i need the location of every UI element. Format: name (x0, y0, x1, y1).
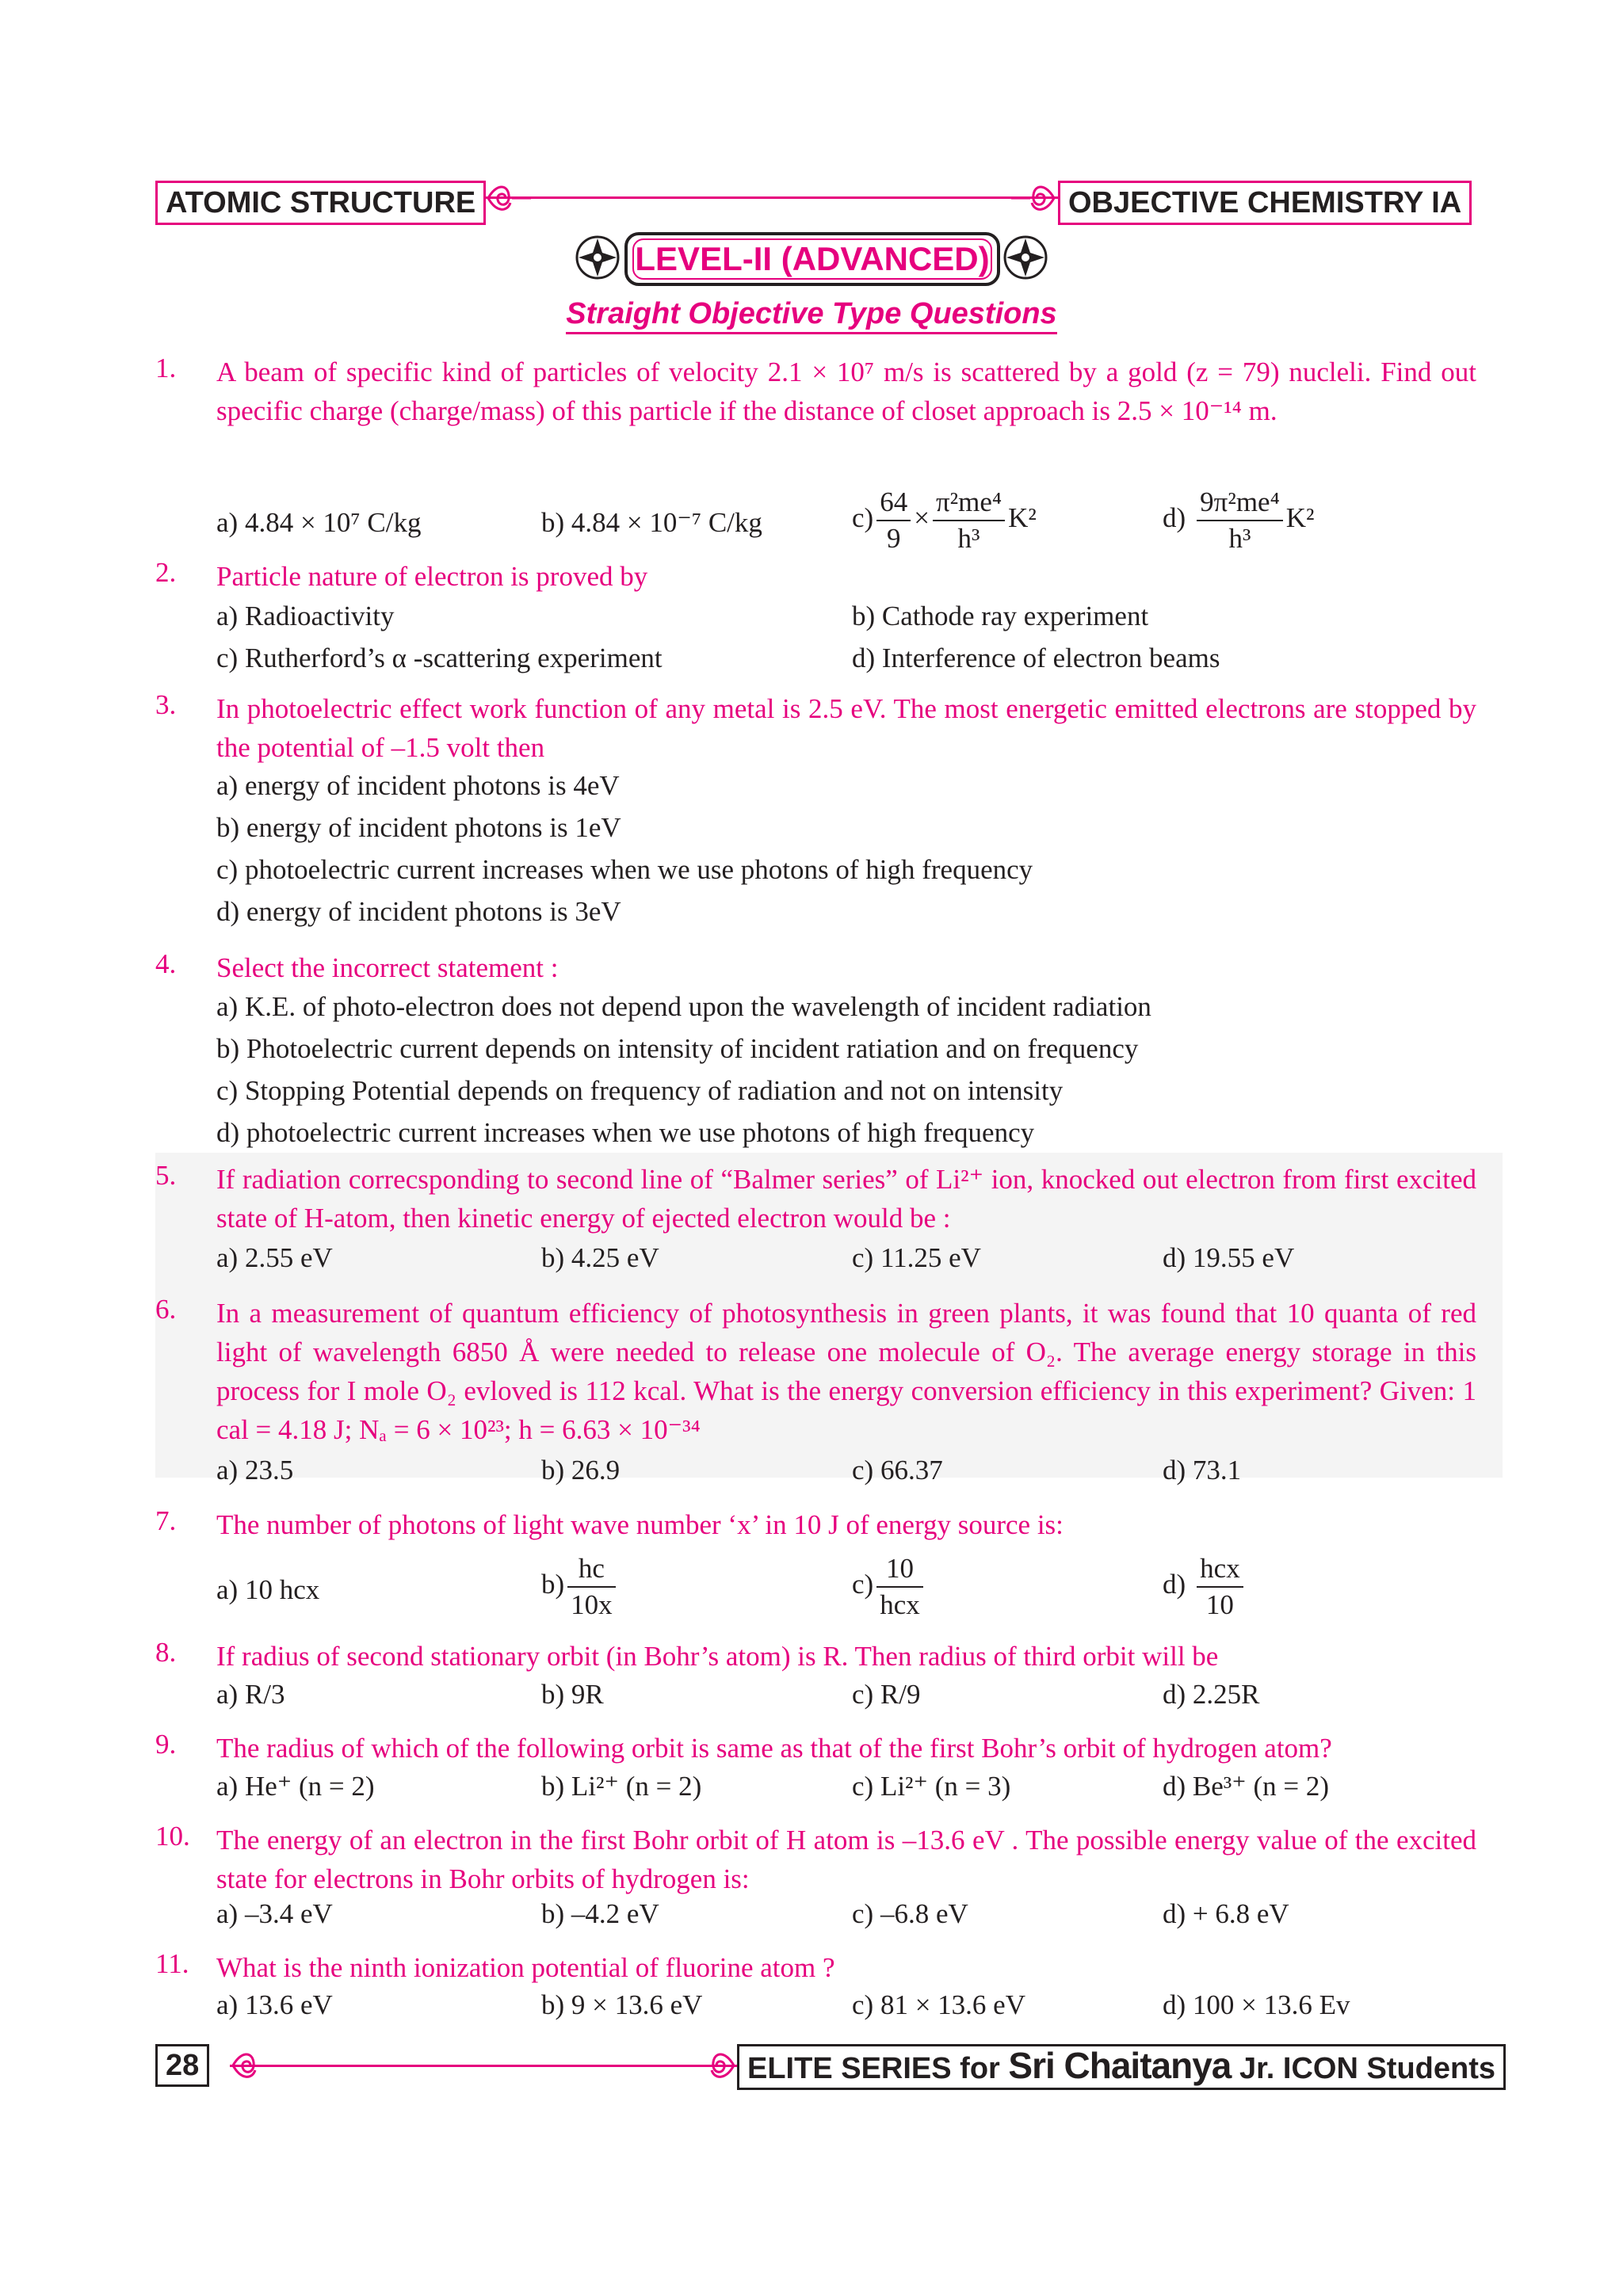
denominator: hcx (880, 1589, 920, 1620)
option-c-label: c) (852, 502, 874, 534)
question-number: 4. (155, 948, 177, 979)
option-a: a) K.E. of photo-electron does not depend upon the wavelength of incident radiation (216, 991, 1151, 1022)
option-a: a) R/3 (216, 1679, 285, 1710)
option-a: a) 23.5 (216, 1455, 294, 1486)
option-a: a) 13.6 eV (216, 1989, 333, 2020)
option-c: c) Stopping Potential depends on frequency of radiation and not on intensity (216, 1075, 1064, 1106)
header-right-title: OBJECTIVE CHEMISTRY IA (1058, 181, 1472, 225)
option-c: c) 11.25 eV (852, 1242, 981, 1273)
option-d (1163, 1551, 1247, 1623)
fraction (1197, 485, 1283, 556)
question-text: In a measurement of quantum efficiency of photosynthesis in green plants, it was found that 10 quanta of red light of wavelength 6850 Å were needed to release one molecule of O₂. The average energy storage in this process for I mole O₂ evloved is 112 kcal. What is the energy conversion efficiency in this experiment? Given: 1 cal = 4.18 J; Nₐ = 6 × 10²³; h = 6.63 × 10⁻³⁴ (216, 1298, 1476, 1445)
numerator: π²me⁴ (933, 485, 1005, 521)
option-a: a) He⁺ (n = 2) (216, 1771, 375, 1802)
question-text: What is the ninth ionization potential of fluorine atom ? (216, 1952, 835, 1983)
option-c: c) Rutherford’s α -scattering experiment (216, 643, 663, 673)
level-title (624, 232, 1000, 286)
option-d: d) + 6.8 eV (1163, 1898, 1289, 1929)
question-number: 9. (155, 1729, 177, 1760)
question-number: 10. (155, 1821, 190, 1852)
option-d: d) Be³⁺ (n = 2) (1163, 1771, 1330, 1802)
option-b-label: b) (541, 1569, 565, 1600)
header-flourish-left-icon (485, 179, 533, 217)
option-c (852, 485, 1037, 556)
footer-rule (230, 2065, 737, 2067)
footer-flourish-left-icon (230, 2047, 277, 2084)
numerator: 64 (876, 485, 911, 521)
question-number: 8. (155, 1637, 177, 1668)
option-b (541, 1551, 619, 1623)
option-d (1163, 485, 1315, 556)
fraction (876, 1551, 923, 1623)
option-c-tail: K² (1008, 502, 1037, 534)
header-flourish-right-icon (1010, 179, 1057, 217)
option-b: b) 9 × 13.6 eV (541, 1989, 703, 2020)
option-d: d) 100 × 13.6 Ev (1163, 1989, 1350, 2020)
denominator: h³ (1228, 523, 1251, 554)
question-text: In photoelectric effect work function of any metal is 2.5 eV. The most energetic emitted electrons are stopped by the potential of –1.5 volt then (216, 693, 1476, 763)
section-subtitle-text: Straight Objective Type Questions (566, 297, 1056, 334)
option-c: c) photoelectric current increases when we use photons of high frequency (216, 854, 1033, 885)
option-d: d) energy of incident photons is 3eV (216, 896, 621, 927)
footer-suffix: Jr. ICON Students (1239, 2052, 1496, 2085)
denominator: 10x (571, 1589, 613, 1620)
option-d-label: d) (1163, 502, 1186, 534)
question-text: Select the incorrect statement : (216, 952, 559, 983)
question-number: 11. (155, 1948, 189, 1979)
option-b: b) Cathode ray experiment (852, 601, 1149, 631)
times-sign: × (914, 502, 930, 534)
question-text: The number of photons of light wave number ‘x’ in 10 J of energy source is: (216, 1509, 1064, 1540)
denominator: 10 (1205, 1589, 1234, 1620)
option-d-label: d) (1163, 1569, 1186, 1600)
question-text: If radiation correcsponding to second line of “Balmer series” of Li²⁺ ion, knocked out electron from first excited state of H-atom, then kinetic energy of ejected electron would be : (216, 1164, 1476, 1234)
option-d: d) 73.1 (1163, 1455, 1242, 1486)
option-b: b) Photoelectric current depends on intensity of incident ratiation and on frequency (216, 1033, 1139, 1064)
header-left-title: ATOMIC STRUCTURE (155, 181, 486, 225)
level-ornament-left-icon (572, 232, 623, 283)
footer-prefix: ELITE SERIES for (747, 2052, 1000, 2085)
option-a: a) 10 hcx (216, 1574, 320, 1605)
level-title-text: LEVEL-II (ADVANCED) (635, 240, 990, 277)
option-a: a) 4.84 × 10⁷ C/kg (216, 507, 422, 538)
option-a: a) 2.55 eV (216, 1242, 333, 1273)
question-number: 7. (155, 1505, 177, 1536)
option-d: d) 19.55 eV (1163, 1242, 1295, 1273)
numerator: hcx (1197, 1551, 1243, 1588)
question-number: 1. (155, 353, 177, 383)
option-b: b) 26.9 (541, 1455, 621, 1486)
question-text: A beam of specific kind of particles of velocity 2.1 × 10⁷ m/s is scattered by a gold (z = 79) nucleli. Find out specific charge (charge/mass) of this particle if the distance of closet approach is 2.5 × 10⁻¹⁴ m. (216, 357, 1476, 426)
option-a: a) –3.4 eV (216, 1898, 333, 1929)
level-ornament-right-icon (1000, 232, 1051, 283)
numerator: 9π²me⁴ (1197, 485, 1283, 521)
question-number: 6. (155, 1294, 177, 1325)
question-text: The energy of an electron in the first Bohr orbit of H atom is –13.6 eV . The possible energy value of the excited state for electrons in Bohr orbits of hydrogen is: (216, 1825, 1476, 1894)
question-number: 3. (155, 689, 177, 720)
option-b: b) –4.2 eV (541, 1898, 659, 1929)
question-text: Particle nature of electron is proved by (216, 561, 648, 592)
option-c (852, 1551, 926, 1623)
option-d: d) Interference of electron beams (852, 643, 1220, 673)
fraction (876, 485, 911, 556)
denominator: h³ (957, 523, 980, 554)
fraction (1197, 1551, 1243, 1623)
numerator: hc (567, 1551, 616, 1588)
option-a: a) energy of incident photons is 4eV (216, 770, 620, 801)
option-c: c) Li²⁺ (n = 3) (852, 1771, 1011, 1802)
footer-flourish-right-icon (689, 2047, 737, 2084)
option-c: c) 66.37 (852, 1455, 943, 1486)
question-text: If radius of second stationary orbit (in Bohr’s atom) is R. Then radius of third orbit will be (216, 1641, 1219, 1672)
option-b: b) 4.84 × 10⁻⁷ C/kg (541, 507, 762, 538)
option-c: c) –6.8 eV (852, 1898, 968, 1929)
section-subtitle (0, 297, 1623, 331)
option-a: a) Radioactivity (216, 601, 395, 631)
option-c: c) 81 × 13.6 eV (852, 1989, 1025, 2020)
numerator: 10 (876, 1551, 923, 1588)
option-d: d) photoelectric current increases when we use photons of high frequency (216, 1117, 1035, 1148)
footer-brand: Sri Chaitanya (1008, 2045, 1232, 2086)
option-c-label: c) (852, 1569, 874, 1600)
option-b: b) 4.25 eV (541, 1242, 659, 1273)
option-d: d) 2.25R (1163, 1679, 1260, 1710)
option-b: b) Li²⁺ (n = 2) (541, 1771, 702, 1802)
page-number: 28 (155, 2044, 209, 2087)
question-number: 5. (155, 1160, 177, 1191)
option-d-tail: K² (1285, 502, 1315, 534)
option-c: c) R/9 (852, 1679, 921, 1710)
denominator: 9 (886, 523, 901, 554)
footer-series-title (737, 2044, 1506, 2090)
question-text: The radius of which of the following orbit is same as that of the first Bohr’s orbit of hydrogen atom? (216, 1733, 1332, 1764)
question-number: 2. (155, 557, 177, 588)
fraction (567, 1551, 616, 1623)
option-b: b) 9R (541, 1679, 604, 1710)
fraction (933, 485, 1005, 556)
option-b: b) energy of incident photons is 1eV (216, 812, 621, 843)
